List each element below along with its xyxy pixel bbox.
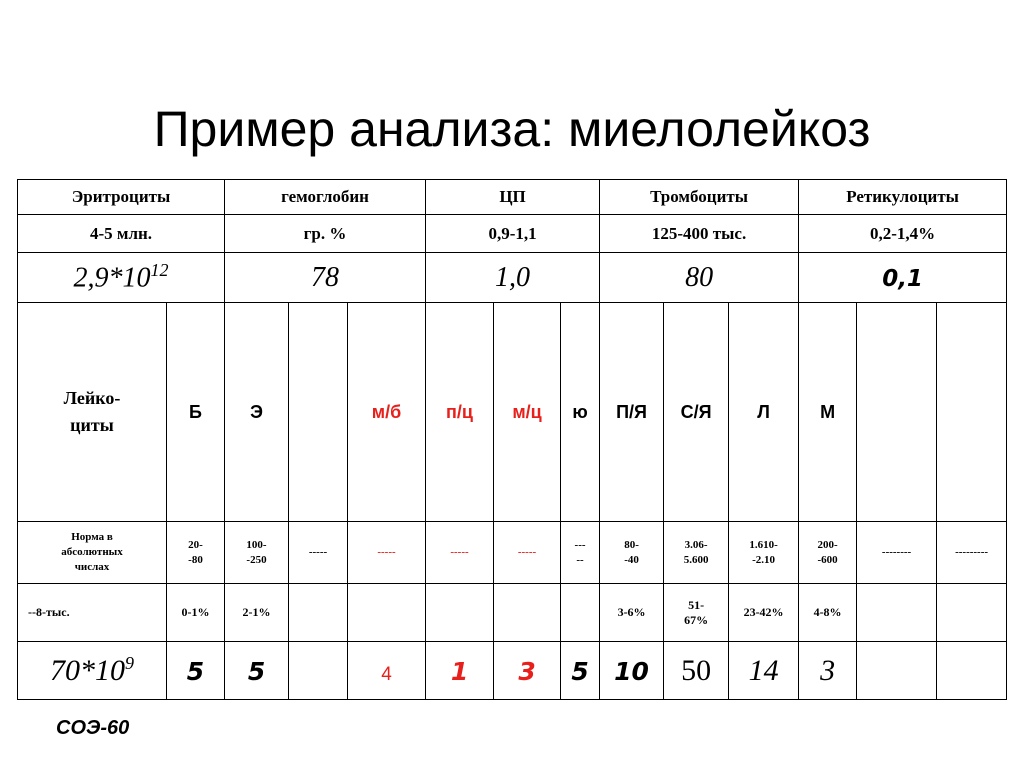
norm-reticulocytes: 0,2-1,4% [799,215,1007,253]
abs-norm-pya-line2: -40 [624,553,639,566]
col-yu: ю [561,303,600,522]
value-row [18,253,1007,303]
value-erythrocytes-exp: 12 [150,260,169,281]
count-yu-text: 5 [571,656,589,686]
count-pc [426,642,494,700]
leukocyte-value-row [18,642,1007,700]
value-erythrocytes [18,253,225,303]
total-leukocytes [18,642,167,700]
count-mc-text: 3 [518,656,536,686]
abs-norm-empty-2-text: -------- [881,546,912,559]
abs-norm-sya [664,522,729,584]
abs-norm-empty-2 [857,522,937,584]
header-erythrocytes: Эритроциты [18,180,225,215]
abs-norm-label [18,522,167,584]
abs-norm-mb [348,522,426,584]
count-empty-1 [289,642,348,700]
abs-norm-l [729,522,799,584]
abs-norm-label-line1: Норма в [71,531,113,544]
norm-row [18,215,1007,253]
pct-norm-row [18,584,1007,642]
count-l: 14 [729,642,799,700]
abs-norm-empty-1-text: ----- [308,546,328,559]
count-mb [348,642,426,700]
col-pya: П/Я [600,303,664,522]
header-platelets: Тромбоциты [600,180,799,215]
norm-cp: 0,9-1,1 [426,215,600,253]
blood-analysis-table [17,179,1007,700]
slide-title: Пример анализа: миелолейкоз [153,101,871,157]
col-m: М [799,303,857,522]
abs-norm-yu-line1: --- [574,538,586,551]
count-empty-2 [857,642,937,700]
abs-norm-pya [600,522,664,584]
pct-norm-b: 0-1% [167,584,225,642]
pct-norm-mc [494,584,561,642]
pct-norm-empty-1 [289,584,348,642]
col-pc: п/ц [426,303,494,522]
total-leukocytes-base: 70*10 [50,654,125,687]
abs-norm-e-line1: 100- [246,538,267,551]
abs-norm-pc [426,522,494,584]
abs-norm-mc-text: ----- [517,546,537,559]
norm-platelets: 125-400 тыс. [600,215,799,253]
count-yu [561,642,600,700]
col-e: Э [225,303,289,522]
norm-hemoglobin: гр. % [225,215,426,253]
header-hemoglobin: гемоглобин [225,180,426,215]
count-mc [494,642,561,700]
esr-note: СОЭ-60 [56,717,130,739]
abs-norm-l-line2: -2.10 [752,553,776,566]
pct-norm-m: 4-8% [799,584,857,642]
abs-norm-mc [494,522,561,584]
col-empty-1 [289,303,348,522]
abs-norm-empty-3-text: --------- [955,546,989,559]
abs-norm-empty-1 [289,522,348,584]
count-b [167,642,225,700]
col-sya: С/Я [664,303,729,522]
abs-norm-m-line1: 200- [817,538,838,551]
abs-norm-e [225,522,289,584]
col-b: Б [167,303,225,522]
abs-norm-pya-line1: 80- [624,538,639,551]
abs-norm-row [18,522,1007,584]
abs-norm-pc-text: ----- [450,546,469,559]
abs-norm-b [167,522,225,584]
pct-norm-pya: 3-6% [600,584,664,642]
abs-norm-sya-line2: 5.600 [683,553,709,566]
pct-norm-mb [348,584,426,642]
abs-norm-m-line2: -600 [817,553,838,566]
leukocyte-header-row [18,303,1007,522]
col-empty-2 [857,303,937,522]
value-erythrocytes-base: 2,9*10 [73,262,151,294]
value-reticulocytes [799,253,1007,303]
leukocytes-label [18,303,167,522]
count-b-text: 5 [186,656,205,686]
count-pc-text: 1 [450,656,469,686]
col-l: Л [729,303,799,522]
abs-norm-yu-line2: -- [576,553,584,566]
count-sya: 50 [664,642,729,700]
abs-norm-yu [561,522,600,584]
value-platelets: 80 [600,253,799,303]
count-e [225,642,289,700]
value-hemoglobin: 78 [225,253,426,303]
pct-norm-empty-2 [857,584,937,642]
abs-norm-m [799,522,857,584]
value-reticulocytes-text: 0,1 [882,265,923,292]
abs-norm-mb-text: ----- [377,546,396,559]
value-cp: 1,0 [426,253,600,303]
pct-norm-e: 2-1% [225,584,289,642]
count-empty-3 [937,642,1007,700]
pct-norm-sya: 51- 67% [664,584,729,642]
header-row [18,180,1007,215]
pct-norm-label: --8-тыс. [18,584,167,642]
abs-norm-b-line2: -80 [188,553,203,566]
pct-norm-pc [426,584,494,642]
abs-norm-label-line2: абсолютных [61,546,123,559]
abs-norm-label-line3: числах [74,560,110,573]
abs-norm-e-line2: -250 [246,553,267,566]
count-pya [600,642,664,700]
abs-norm-l-line1: 1.610- [749,538,778,551]
header-cp: ЦП [426,180,600,215]
leukocytes-label-line1: Лейко- [63,388,121,408]
abs-norm-sya-line1: 3.06- [684,538,708,551]
norm-erythrocytes: 4-5 млн. [18,215,225,253]
header-reticulocytes: Ретикулоциты [799,180,1007,215]
pct-norm-yu [561,584,600,642]
abs-norm-empty-3 [937,522,1007,584]
abs-norm-b-line1: 20- [188,538,203,551]
col-mc: м/ц [494,303,561,522]
count-m: 3 [799,642,857,700]
pct-norm-l: 23-42% [729,584,799,642]
pct-norm-empty-3 [937,584,1007,642]
count-mb-text: 4 [381,663,392,685]
count-pya-text: 10 [614,656,649,686]
col-mb: м/б [348,303,426,522]
leukocytes-label-line2: циты [70,415,114,435]
count-e-text: 5 [247,656,266,686]
col-empty-3 [937,303,1007,522]
total-leukocytes-exp: 9 [125,653,134,673]
